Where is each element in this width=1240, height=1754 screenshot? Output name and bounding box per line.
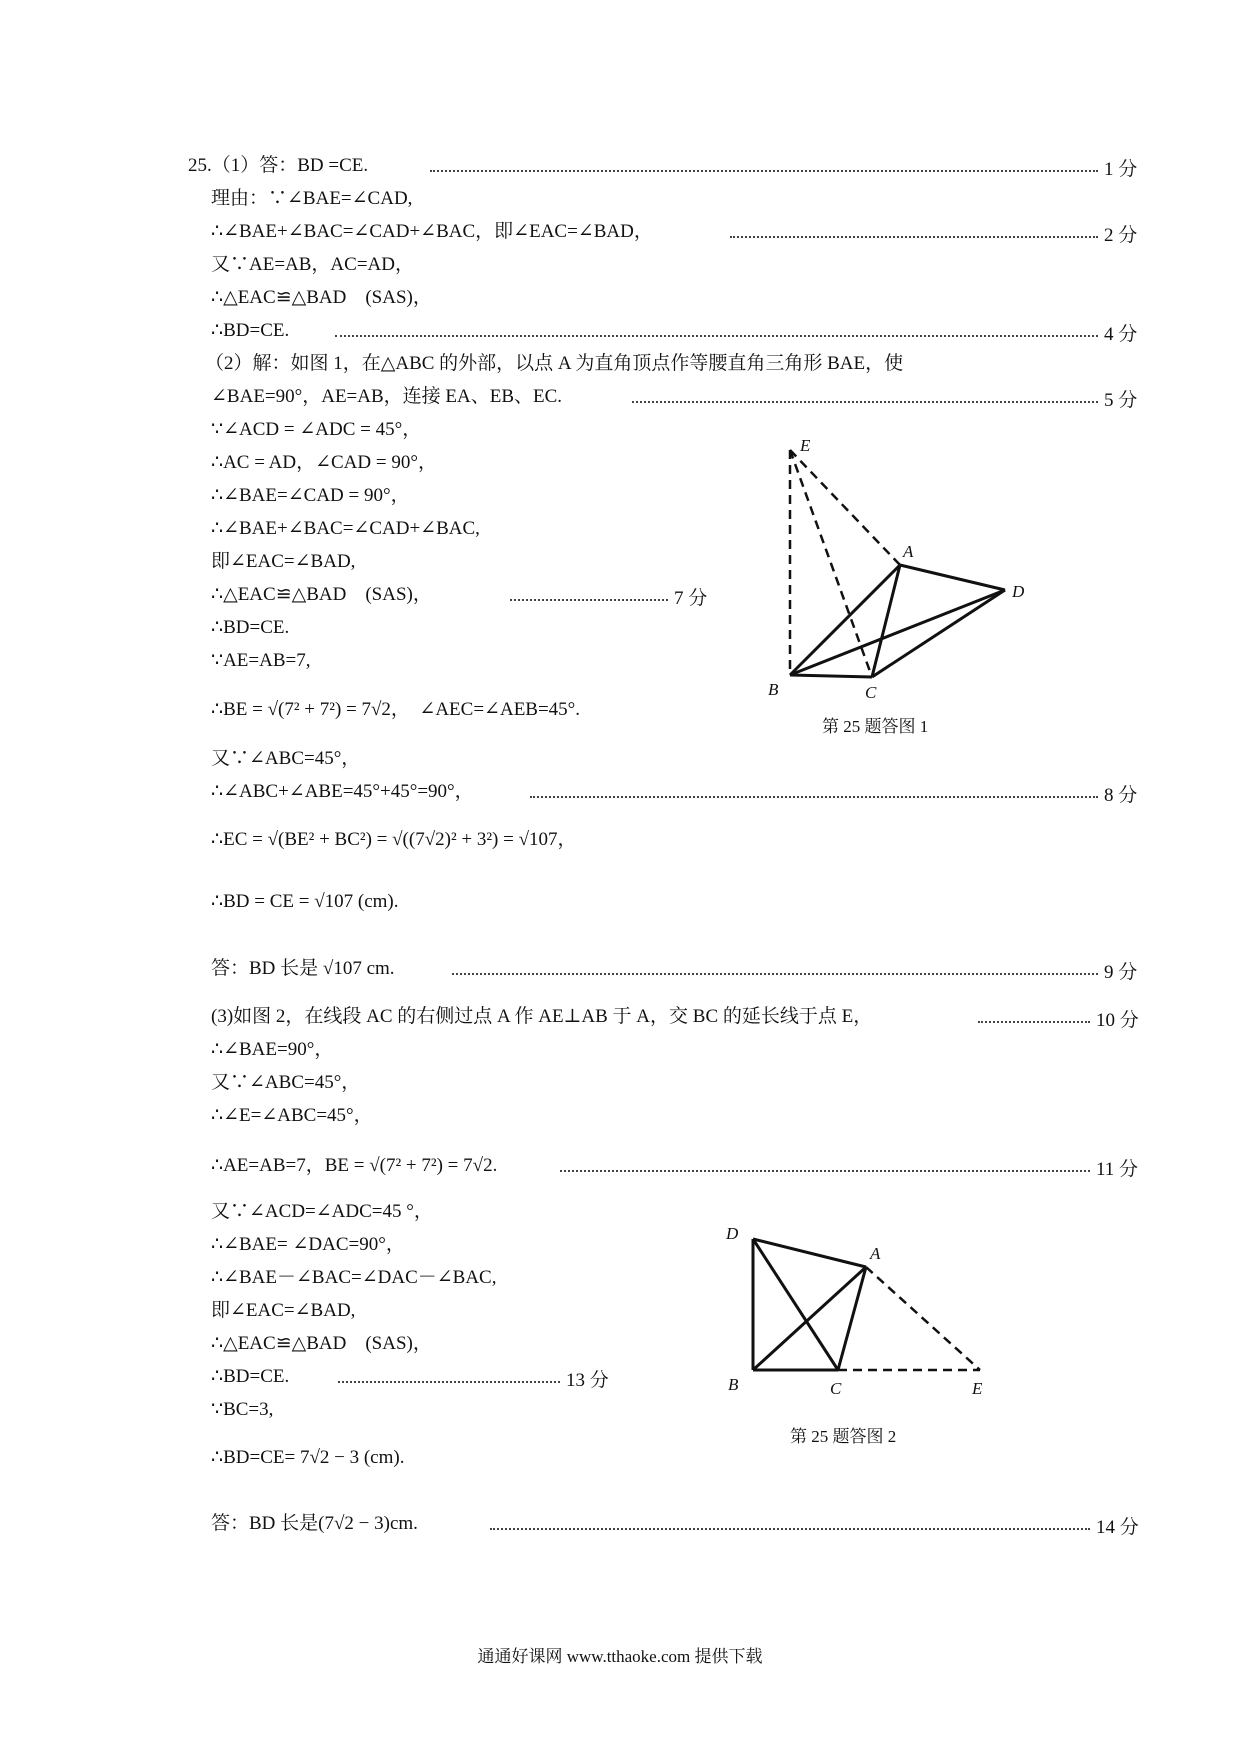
solution-line — [211, 957, 395, 981]
solution-line-text: ∴BD=CE. — [211, 617, 290, 638]
solution-line-text: ∴∠BAE－∠BAC=∠DAC－∠BAC, — [211, 1267, 497, 1288]
solution-line-text: ∴∠BAE+∠BAC=∠CAD+∠BAC，即∠EAC=∠BAD， — [211, 221, 653, 242]
solution-line-text: ∴BD=CE. — [211, 320, 290, 341]
figure-2-caption: 第 25 题答图 2 — [790, 1427, 897, 1446]
solution-line-text: 理由：∵∠BAE=∠CAD, — [211, 188, 413, 209]
score-mark: 5 分 — [1104, 390, 1138, 411]
solution-line-text: 答：BD 长是 √107 cm. — [211, 958, 395, 979]
fig2-seg-BA — [753, 1267, 866, 1370]
solution-line-text: ∠BAE=90°，AE=AB，连接 EA、EB、EC. — [211, 386, 563, 407]
fig1-seg-BC — [790, 675, 872, 677]
solution-line-text: ∴△EAC≌△BAD (SAS)， — [211, 1333, 432, 1354]
solution-line — [211, 484, 410, 508]
score-mark: 9 分 — [1104, 962, 1138, 983]
solution-line — [211, 1512, 418, 1536]
fig1-label-C: C — [865, 683, 877, 700]
solution-line — [211, 1266, 496, 1290]
score-mark: 4 分 — [1104, 324, 1138, 345]
solution-line — [211, 747, 360, 771]
solution-line — [211, 1200, 433, 1224]
solution-line-text: 25.（1）答：BD =CE. — [188, 155, 369, 176]
solution-line-text: 又∵∠ACD=∠ADC=45 °， — [211, 1201, 433, 1222]
solution-line — [211, 1299, 355, 1323]
dotted-leader — [978, 1021, 1090, 1023]
fig2-label-E: E — [972, 1379, 983, 1398]
solution-line — [211, 187, 412, 211]
solution-line-text: ∴BD=CE= 7√2 − 3 (cm). — [211, 1447, 405, 1468]
fig1-seg-AD — [900, 565, 1005, 590]
solution-line-text: 答：BD 长是(7√2 − 3)cm. — [211, 1513, 418, 1534]
fig1-seg-BA — [790, 565, 900, 675]
fig2-seg-AE — [866, 1267, 980, 1370]
solution-line — [211, 1154, 497, 1178]
figure-1-caption: 第 25 题答图 1 — [822, 717, 929, 736]
solution-line-text: ∴AC = AD，∠CAD = 90°， — [211, 452, 437, 473]
solution-line — [211, 1446, 404, 1470]
solution-line — [211, 1071, 360, 1095]
solution-line — [211, 1005, 872, 1029]
score-mark: 10 分 — [1096, 1010, 1139, 1031]
fig1-seg-EA — [790, 450, 900, 565]
dotted-leader — [490, 1528, 1090, 1530]
solution-line-text: ∴∠BAE= ∠DAC=90°， — [211, 1234, 405, 1255]
solution-line — [211, 1332, 432, 1356]
solution-line-text: ∴△EAC≌△BAD (SAS)， — [211, 287, 432, 308]
fig1-label-A: A — [903, 542, 914, 561]
solution-line — [211, 418, 421, 442]
solution-line-text: ∴AE=AB=7，BE = √(7² + 7²) = 7√2. — [211, 1155, 498, 1176]
fig2-label-A: A — [870, 1244, 881, 1263]
solution-line-text: ∴∠BAE+∠BAC=∠CAD+∠BAC, — [211, 518, 480, 539]
solution-line-text: ∴△EAC≌△BAD (SAS)， — [211, 584, 432, 605]
score-mark: 1 分 — [1104, 159, 1138, 180]
score-mark: 2 分 — [1104, 225, 1138, 246]
figure-1 — [760, 430, 1050, 700]
solution-line-text: ∴BE = √(7² + 7²) = 7√2， ∠AEC=∠AEB=45°. — [211, 699, 581, 720]
solution-line — [211, 698, 580, 722]
solution-line-text: ∵BC=3, — [211, 1399, 274, 1420]
dotted-leader — [335, 335, 1098, 337]
fig1-label-D: D — [1012, 582, 1025, 601]
dotted-leader — [632, 401, 1098, 403]
solution-line-text: 又∵∠ABC=45°， — [211, 1072, 361, 1093]
solution-line-text: ∴BD = CE = √107 (cm). — [211, 891, 399, 912]
score-mark: 13 分 — [566, 1370, 609, 1391]
dotted-leader — [430, 170, 1098, 172]
dotted-leader — [338, 1381, 560, 1383]
solution-line — [211, 517, 480, 541]
figure-2 — [718, 1222, 1008, 1412]
solution-line-text: (3)如图 2，在线段 AC 的右侧过点 A 作 AE⊥AB 于 A，交 BC 的延长线于点 E， — [211, 1006, 873, 1027]
solution-line — [211, 451, 437, 475]
solution-line-text: ∴∠BAE=90°， — [211, 1039, 334, 1060]
solution-line-text: 又∵∠ABC=45°， — [211, 748, 361, 769]
solution-line — [211, 253, 414, 277]
solution-line — [211, 583, 432, 607]
score-mark: 14 分 — [1096, 1517, 1139, 1538]
solution-line — [211, 780, 474, 804]
fig1-label-B: B — [768, 680, 779, 699]
dotted-leader — [530, 796, 1098, 798]
solution-line-text: ∴EC = √(BE² + BC²) = √((7√2)² + 3²) = √107， — [211, 829, 577, 850]
solution-line-text: ∴∠ABC+∠ABE=45°+45°=90°， — [211, 781, 474, 802]
solution-line — [211, 385, 562, 409]
score-mark: 8 分 — [1104, 785, 1138, 806]
solution-line — [211, 1233, 405, 1257]
solution-line-text: ∴∠E=∠ABC=45°， — [211, 1105, 373, 1126]
fig1-seg-BD — [790, 590, 1005, 675]
solution-line-text: ∵AE=AB=7, — [211, 650, 311, 671]
dotted-leader — [730, 236, 1098, 238]
solution-line-text: ∵∠ACD = ∠ADC = 45°， — [211, 419, 422, 440]
solution-line — [211, 1365, 289, 1389]
solution-line — [188, 154, 368, 178]
solution-line — [211, 616, 289, 640]
solution-line — [211, 1104, 373, 1128]
solution-line — [211, 649, 311, 673]
solution-line-text: 即∠EAC=∠BAD, — [211, 551, 356, 572]
fig2-label-B: B — [728, 1375, 739, 1394]
solution-line — [211, 1038, 333, 1062]
fig1-seg-EC — [790, 450, 872, 677]
solution-line — [211, 828, 577, 852]
solution-line-text: （2）解：如图 1，在△ABC 的外部，以点 A 为直角顶点作等腰直角三角形 BAE，使 — [205, 353, 904, 374]
solution-line — [211, 550, 355, 574]
dotted-leader — [452, 973, 1098, 975]
dotted-leader — [510, 599, 668, 601]
solution-line — [211, 1398, 273, 1422]
solution-line-text: 即∠EAC=∠BAD, — [211, 1300, 356, 1321]
solution-line — [211, 286, 432, 310]
fig1-label-E: E — [800, 436, 811, 455]
score-mark: 7 分 — [674, 588, 708, 609]
solution-line — [205, 352, 903, 376]
solution-line — [211, 319, 289, 343]
dotted-leader — [560, 1170, 1090, 1172]
solution-line — [211, 220, 653, 244]
page-footer: 通通好课网 www.tthaoke.com 提供下载 — [477, 1647, 763, 1666]
solution-line-text: 又∵AE=AB，AC=AD， — [211, 254, 414, 275]
score-mark: 11 分 — [1096, 1159, 1139, 1180]
fig2-label-D: D — [726, 1224, 739, 1243]
solution-line-text: ∴BD=CE. — [211, 1366, 290, 1387]
fig2-label-C: C — [830, 1379, 842, 1398]
fig2-seg-AC — [838, 1267, 866, 1370]
solution-line — [211, 890, 399, 914]
solution-line-text: ∴∠BAE=∠CAD = 90°， — [211, 485, 410, 506]
